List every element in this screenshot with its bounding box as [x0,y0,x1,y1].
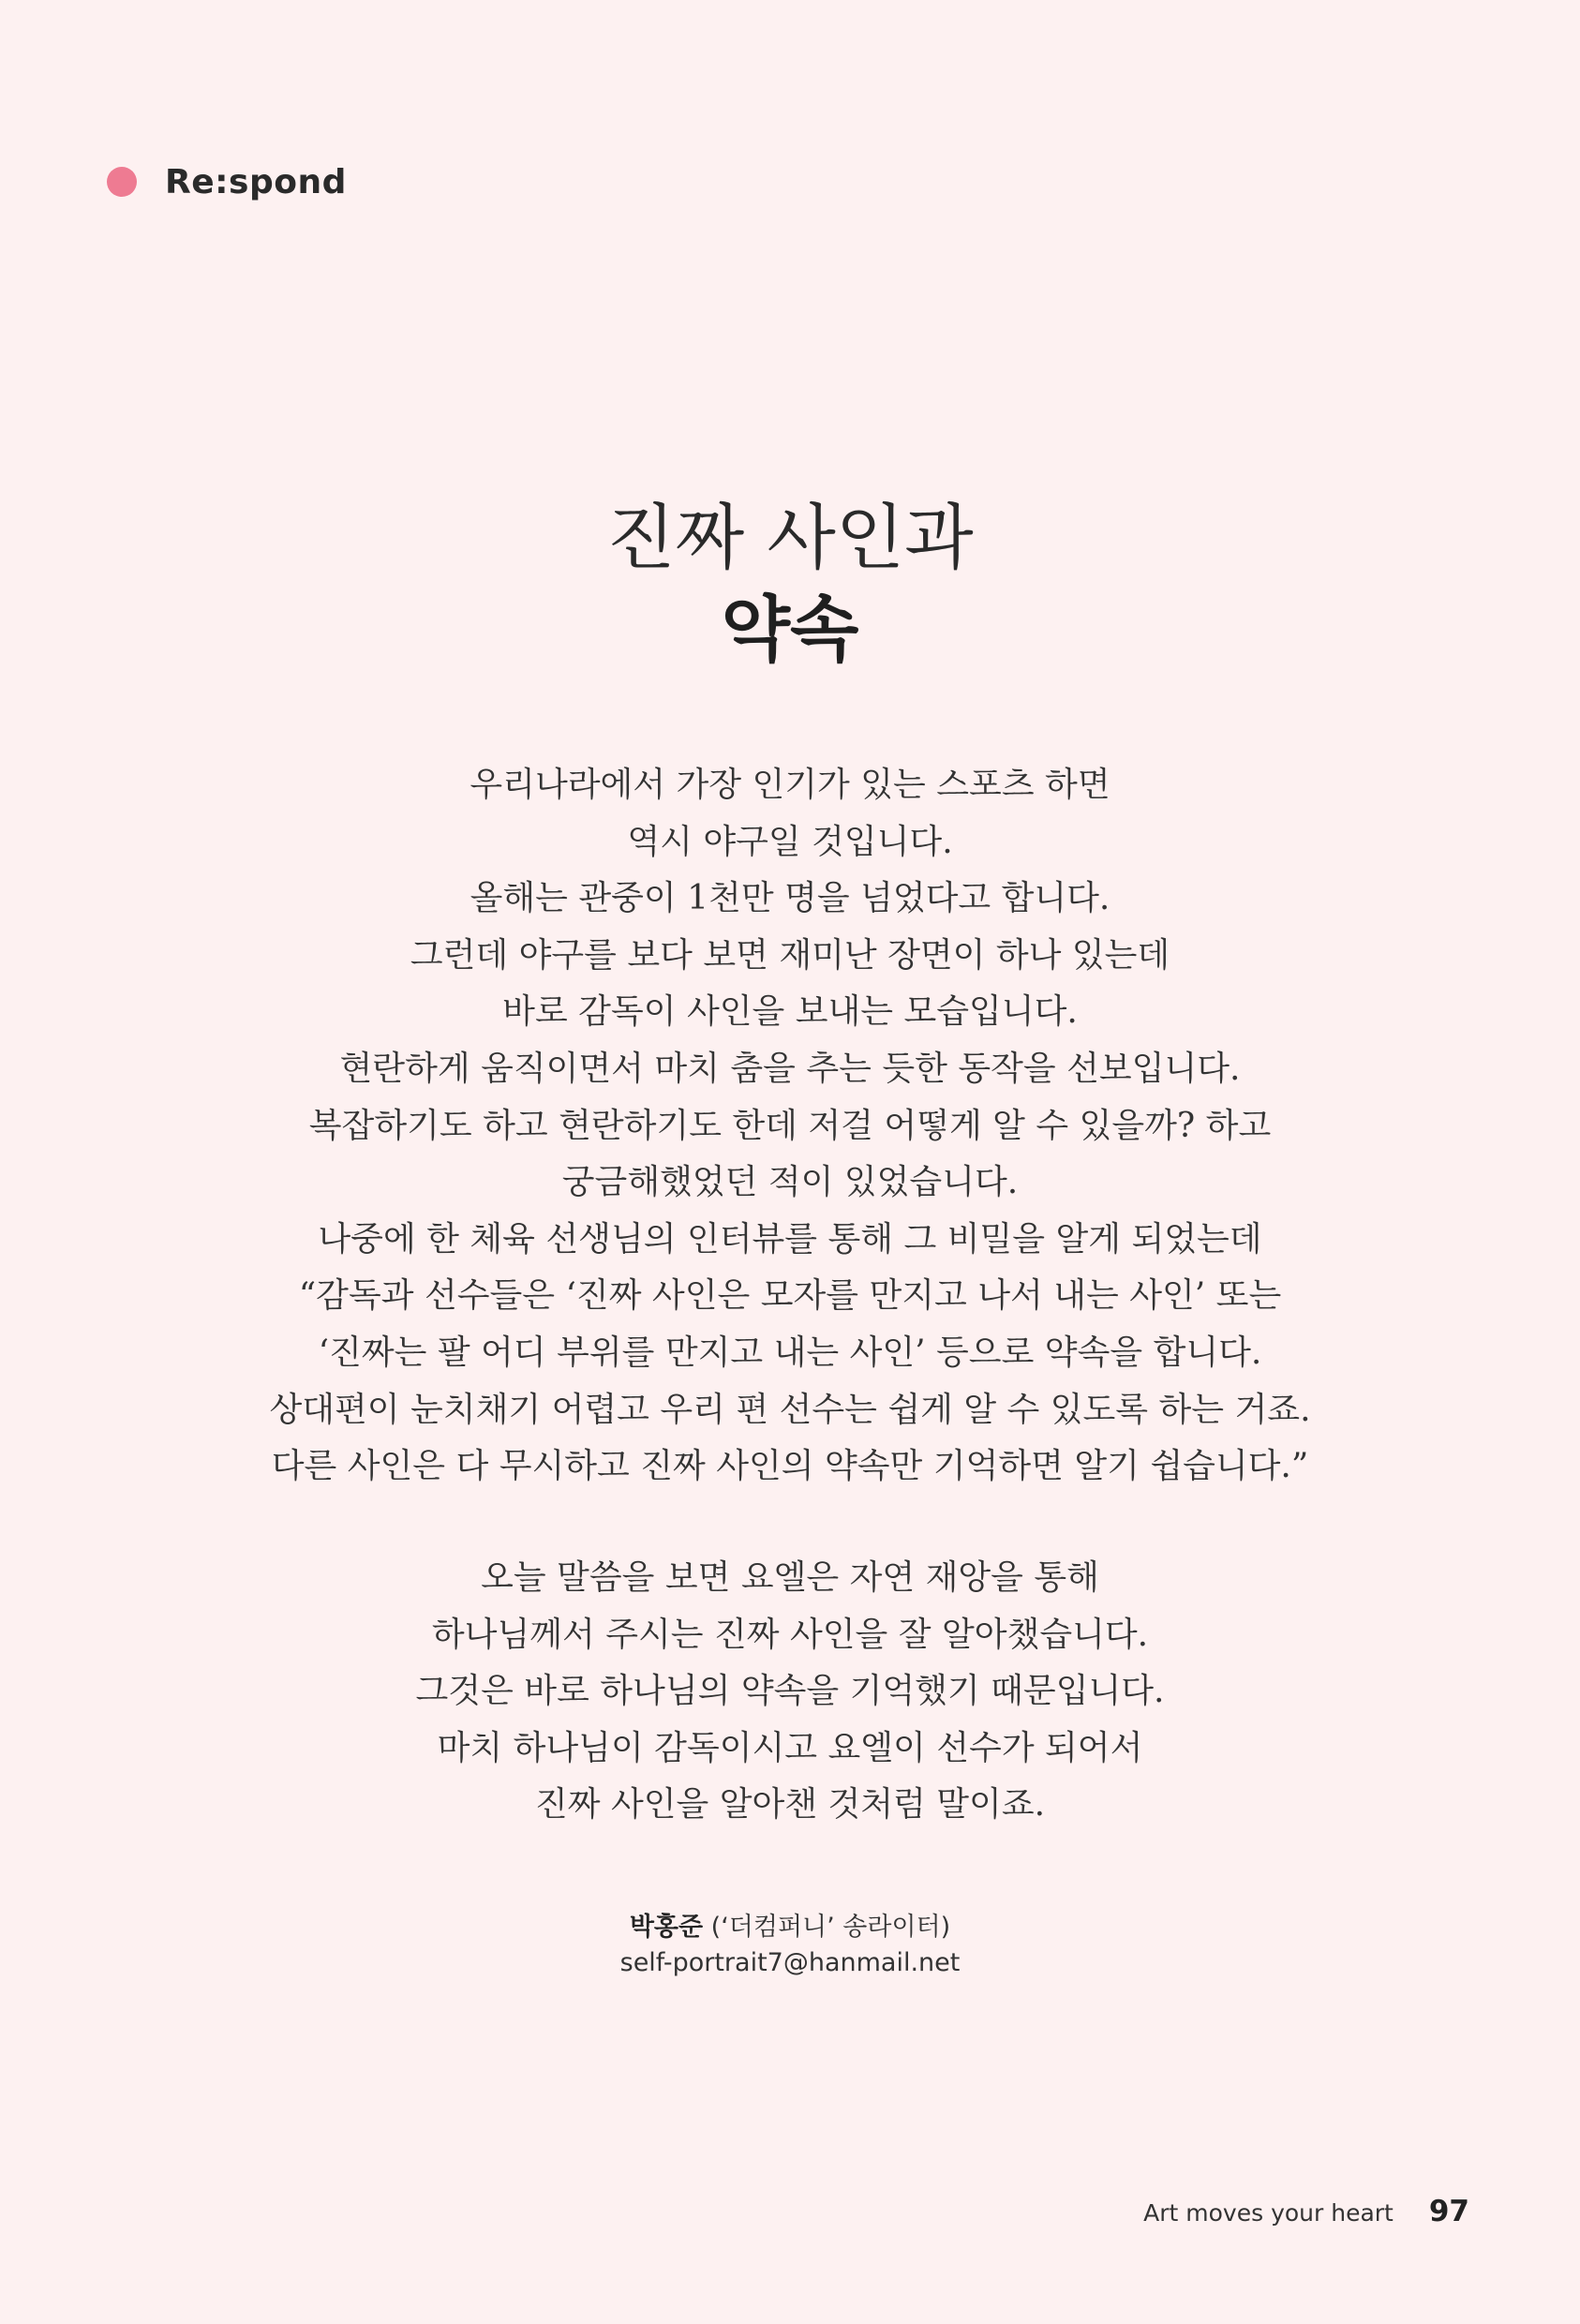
author-line [0,1910,1580,1945]
body-paragraph-2 [169,1550,1411,1834]
page-number: 97 [1428,2195,1469,2228]
body-paragraph-1 [169,757,1411,1496]
text-line: 그런데 야구를 보다 보면 재미난 장면이 하나 있는데 [410,935,1170,975]
text-line: 우리나라에서 가장 인기가 있는 스포츠 하면 [470,766,1110,804]
author-role: (‘더컴퍼니’ 송라이터) [703,1913,951,1942]
text-line: 역시 야구일 것입니다. [627,822,953,861]
section-header [107,157,347,206]
text-line: 궁금해했었던 적이 있었습니다. [561,1163,1019,1202]
text-line: 다른 사인은 다 무시하고 진짜 사인의 약속만 기억하면 알기 쉽습니다.” [271,1447,1309,1486]
text-line: 현란하게 움직이면서 마치 춤을 추는 듯한 동작을 선보입니다. [339,1049,1241,1088]
title-line-2: 약속 [721,588,859,671]
section-label: Re:spond [165,162,347,201]
text-line: 그것은 바로 하나님의 약속을 기억했기 때문입니다. [415,1672,1165,1711]
author-email: self-portrait7@hanmail.net [619,1948,961,1977]
text-line: 복잡하기도 하고 현란하기도 한데 저걸 어떻게 알 수 있을까? 하고 [308,1106,1272,1145]
text-line: 나중에 한 체육 선생님의 인터뷰를 통해 그 비밀을 알게 되었는데 [318,1219,1262,1259]
text-line: 마치 하나님이 감독이시고 요엘이 선수가 되어서 [437,1728,1143,1767]
title-line-1: 진짜 사인과 [606,496,974,579]
page-footer [1143,2195,1469,2228]
text-line: 바로 감독이 사인을 보내는 모습입니다. [502,992,1078,1032]
author-credit [0,1910,1580,1981]
text-line: 진짜 사인을 알아챈 것처럼 말이죠. [534,1785,1046,1825]
text-line: 오늘 말씀을 보면 요엘은 자연 재앙을 통해 [481,1558,1099,1597]
author-name: 박홍준 [629,1913,704,1942]
article-title [0,492,1580,676]
text-line: 상대편이 눈치채기 어렵고 우리 편 선수는 쉽게 알 수 있도록 하는 거죠. [269,1390,1311,1429]
footer-tagline: Art moves your heart [1143,2199,1394,2227]
text-line: ‘진짜는 팔 어디 부위를 만지고 내는 사인’ 등으로 약속을 합니다. [318,1333,1262,1372]
text-line: 하나님께서 주시는 진짜 사인을 잘 알아챘습니다. [431,1615,1149,1654]
text-line: “감독과 선수들은 ‘진짜 사인은 모자를 만지고 나서 내는 사인’ 또는 [298,1276,1282,1316]
section-dot-icon [107,167,137,197]
text-line: 올해는 관중이 1천만 명을 넘었다고 합니다. [470,879,1110,918]
